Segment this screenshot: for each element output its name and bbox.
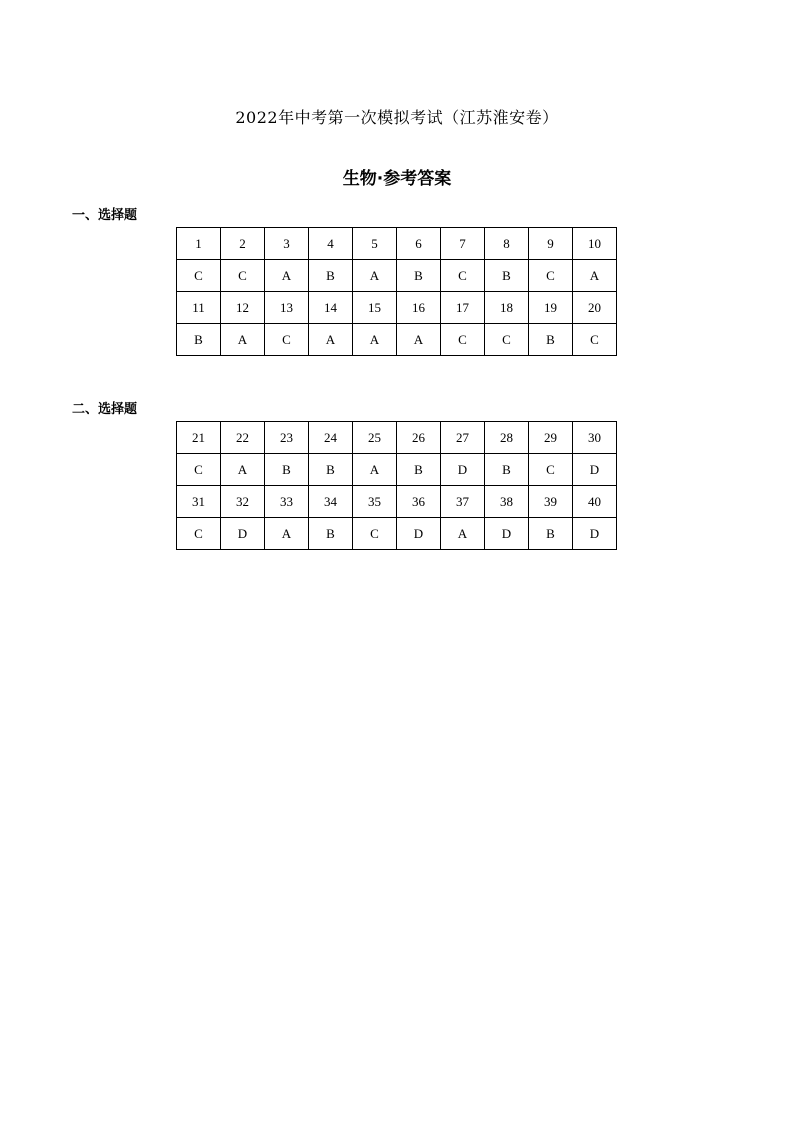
- question-number-cell: 21: [177, 422, 221, 454]
- question-number-cell: 10: [573, 228, 617, 260]
- answer-cell: C: [221, 260, 265, 292]
- answer-cell: C: [529, 260, 573, 292]
- question-number-cell: 37: [441, 486, 485, 518]
- answer-cell: B: [397, 454, 441, 486]
- question-number-cell: 40: [573, 486, 617, 518]
- answer-cell: B: [309, 454, 353, 486]
- answer-cell: A: [265, 260, 309, 292]
- question-number-cell: 29: [529, 422, 573, 454]
- answer-cell: C: [177, 454, 221, 486]
- answer-table: [176, 227, 617, 356]
- question-number-cell: 12: [221, 292, 265, 324]
- question-number-cell: 26: [397, 422, 441, 454]
- question-number-cell: 7: [441, 228, 485, 260]
- question-number-cell: 27: [441, 422, 485, 454]
- question-number-cell: 4: [309, 228, 353, 260]
- question-number-row: [177, 422, 617, 454]
- question-number-cell: 34: [309, 486, 353, 518]
- answer-cell: D: [573, 518, 617, 550]
- question-number-cell: 13: [265, 292, 309, 324]
- answer-table: [176, 421, 617, 550]
- answer-row: [177, 324, 617, 356]
- question-number-cell: 19: [529, 292, 573, 324]
- section-heading: 二、选择题: [72, 402, 138, 417]
- answer-cell: A: [573, 260, 617, 292]
- question-number-cell: 5: [353, 228, 397, 260]
- answer-cell: D: [441, 454, 485, 486]
- question-number-cell: 16: [397, 292, 441, 324]
- answer-cell: A: [353, 324, 397, 356]
- answer-cell: D: [221, 518, 265, 550]
- answer-cell: C: [441, 260, 485, 292]
- section-heading: 一、选择题: [72, 208, 138, 223]
- answer-cell: B: [529, 324, 573, 356]
- answer-cell: C: [441, 324, 485, 356]
- question-number-cell: 24: [309, 422, 353, 454]
- answer-cell: A: [221, 324, 265, 356]
- answer-cell: C: [485, 324, 529, 356]
- question-number-cell: 23: [265, 422, 309, 454]
- question-number-cell: 30: [573, 422, 617, 454]
- answer-cell: B: [485, 260, 529, 292]
- answer-cell: A: [353, 260, 397, 292]
- answer-cell: A: [353, 454, 397, 486]
- answer-cell: A: [221, 454, 265, 486]
- question-number-cell: 33: [265, 486, 309, 518]
- question-number-cell: 31: [177, 486, 221, 518]
- answer-cell: B: [397, 260, 441, 292]
- answer-cell: A: [309, 324, 353, 356]
- question-number-cell: 35: [353, 486, 397, 518]
- answer-cell: B: [177, 324, 221, 356]
- question-number-cell: 1: [177, 228, 221, 260]
- page-subtitle: 生物·参考答案: [342, 169, 452, 189]
- answer-cell: C: [573, 324, 617, 356]
- answer-cell: D: [485, 518, 529, 550]
- question-number-cell: 36: [397, 486, 441, 518]
- answer-cell: C: [177, 260, 221, 292]
- answer-row: [177, 518, 617, 550]
- question-number-cell: 6: [397, 228, 441, 260]
- answer-cell: D: [573, 454, 617, 486]
- question-number-cell: 32: [221, 486, 265, 518]
- question-number-cell: 3: [265, 228, 309, 260]
- question-number-cell: 9: [529, 228, 573, 260]
- question-number-cell: 18: [485, 292, 529, 324]
- page-title: 2022年中考第一次模拟考试（江苏淮安卷）: [235, 108, 559, 127]
- question-number-cell: 11: [177, 292, 221, 324]
- question-number-cell: 39: [529, 486, 573, 518]
- answer-cell: B: [265, 454, 309, 486]
- question-number-row: [177, 486, 617, 518]
- question-number-cell: 8: [485, 228, 529, 260]
- answer-cell: B: [309, 518, 353, 550]
- answer-cell: C: [353, 518, 397, 550]
- question-number-cell: 2: [221, 228, 265, 260]
- question-number-cell: 38: [485, 486, 529, 518]
- question-number-cell: 28: [485, 422, 529, 454]
- answer-cell: C: [529, 454, 573, 486]
- question-number-cell: 14: [309, 292, 353, 324]
- answer-row: [177, 260, 617, 292]
- answer-cell: B: [309, 260, 353, 292]
- answer-cell: A: [441, 518, 485, 550]
- answer-row: [177, 454, 617, 486]
- answer-cell: B: [485, 454, 529, 486]
- answer-cell: D: [397, 518, 441, 550]
- question-number-cell: 20: [573, 292, 617, 324]
- answer-cell: A: [397, 324, 441, 356]
- answer-cell: C: [265, 324, 309, 356]
- question-number-cell: 25: [353, 422, 397, 454]
- answer-cell: B: [529, 518, 573, 550]
- question-number-cell: 15: [353, 292, 397, 324]
- question-number-row: [177, 292, 617, 324]
- question-number-cell: 17: [441, 292, 485, 324]
- question-number-row: [177, 228, 617, 260]
- answer-cell: A: [265, 518, 309, 550]
- question-number-cell: 22: [221, 422, 265, 454]
- answer-cell: C: [177, 518, 221, 550]
